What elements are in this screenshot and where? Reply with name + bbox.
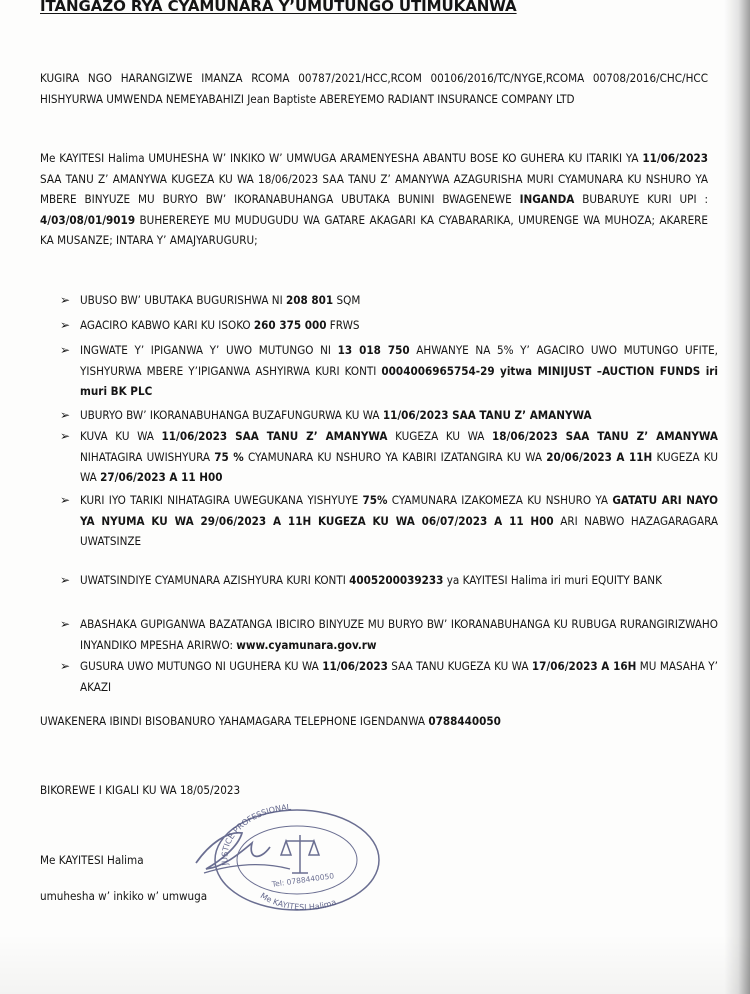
opening-date: 11/06/2023 SAA TANU Z’ AMANYWA bbox=[382, 408, 592, 422]
list-item: ➢ KUVA KU WA 11/06/2023 SAA TANU Z’ AMANYWA KUGEZA KU WA 18/06/2023 SAA TANU Z’ AMANYWA NIHATAGIRA UWISHYURA 75 % CYAMUNARA KU NSHURO YA KABIRI IZATANGIRA KU WA 20/06/2023 A 11H KUGEZA KU WA 27/06/2023 A 11 H00 bbox=[80, 426, 718, 488]
official-stamp-icon bbox=[190, 803, 395, 918]
list-item: ➢ UBURYO BW’ IKORANABUHANGA BUZAFUNGURWA KU WA 11/06/2023 SAA TANU Z’ AMANYWA bbox=[80, 405, 718, 426]
document-title: ITANGAZO RYA CYAMUNARA Y’UMUTUNGO UTIMUKANWA bbox=[40, 0, 517, 15]
upi-number: 4/03/08/01/9019 bbox=[40, 212, 136, 227]
page-bottom-shade bbox=[0, 934, 750, 994]
list-item: ➢ AGACIRO KABWO KARI KU ISOKO 260 375 000 FRWS bbox=[80, 315, 718, 336]
land-use-label: INGANDA bbox=[519, 192, 575, 207]
land-area-value: 208 801 bbox=[285, 293, 334, 307]
guarantee-value: 13 018 750 bbox=[337, 343, 410, 357]
auction-start-date: 11/06/2023 bbox=[642, 151, 708, 165]
arrow-bullet-icon: ➢ bbox=[60, 659, 71, 673]
intro-paragraph: KUGIRA NGO HARANGIZWE IMANZA RCOMA 00787/2021/HCC,RCOM 00106/2016/TC/NYGE,RCOMA 00708/2016/CHC/HCC HISHYURWA UMWENDA NEMEYABAHIZI Jean Baptiste ABEREYEMO RADIANT INSURANCE COMPANY LTD bbox=[40, 71, 708, 106]
signed-place-date: BIKOREWE I KIGALI KU WA 18/05/2023 bbox=[40, 783, 241, 797]
auction-website: www.cyamunara.gov.rw bbox=[236, 637, 377, 652]
page-edge-shadow bbox=[724, 0, 750, 994]
announcement-text-4: BUHEREREYE MU MUDUGUDU WA GATARE AKAGARI KA CYABARARIKA, UMURENGE WA MUHOZA; AKARERE KA MUSANZE; INTARA Y’ AMAJYARUGURU; bbox=[40, 212, 708, 248]
arrow-bullet-icon: ➢ bbox=[60, 573, 71, 587]
guarantee-account: 0004006965754-29 yitwa MINIJUST –AUCTION FUNDS iri muri BK PLC bbox=[80, 363, 719, 399]
signer-role: umuhesha w’ inkiko w’ umwuga bbox=[40, 889, 208, 903]
list-item: ➢ UBUSO BW’ UBUTAKA BUGURISHWA NI 208 801 SQM bbox=[80, 290, 718, 311]
stamp-top-text: JUSTICE PROFESSIONAL bbox=[220, 803, 292, 867]
contact-phone: 0788440050 bbox=[428, 714, 501, 728]
arrow-bullet-icon: ➢ bbox=[60, 293, 71, 307]
arrow-bullet-icon: ➢ bbox=[60, 318, 71, 332]
announcement-text-3: BUBARUYE KURI UPI : bbox=[574, 192, 708, 207]
announcement-paragraph bbox=[40, 148, 708, 251]
arrow-bullet-icon: ➢ bbox=[60, 493, 71, 507]
stamp-bottom-text: Me KAYITESI Halima bbox=[258, 891, 338, 912]
announcement-text-2: SAA TANU Z’ AMANYWA KUGEZA KU WA 18/06/2023 SAA TANU Z’ AMANYWA AZAGURISHA MURI CYAMUNARA KU NSHURO YA MBERE BINYUZE MU BURYO BW’ IKORANABUHANGA UBUTAKA BUNINI BWAGENEWE bbox=[40, 171, 708, 207]
contact-line: UWAKENERA IBINDI BISOBANURO YAHAMAGARA TELEPHONE IGENDANWA 0788440050 bbox=[40, 714, 501, 728]
stamp-tel: Tel: 0788440050 bbox=[271, 871, 335, 889]
list-item: ➢ GUSURA UWO MUTUNGO NI UGUHERA KU WA 11/06/2023 SAA TANU KUGEZA KU WA 17/06/2023 A 16H MU MASAHA Y’ AKAZI bbox=[80, 656, 718, 697]
list-item: ➢ ABASHAKA GUPIGANWA BAZATANGA IBICIRO BINYUZE MU BURYO BW’ IKORANABUHANGA KU RUBUGA RURANGIRIZWAHO INYANDIKO MPESHA ARIRWO: www.cyamunara.gov.rw bbox=[80, 614, 718, 655]
market-value: 260 375 000 bbox=[253, 318, 327, 332]
arrow-bullet-icon: ➢ bbox=[60, 408, 71, 422]
signer-name: Me KAYITESI Halima bbox=[40, 853, 144, 867]
arrow-bullet-icon: ➢ bbox=[60, 343, 71, 357]
arrow-bullet-icon: ➢ bbox=[60, 429, 71, 443]
list-item: ➢ KURI IYO TARIKI NIHATAGIRA UWEGUKANA YISHYUYE 75% CYAMUNARA IZAKOMEZA KU NSHURO YA GATATU ARI NAYO YA NYUMA KU WA 29/06/2023 A 11H KUGEZA KU WA 06/07/2023 A 11 H00 ARI NABWO HAZAGARAGARA UWATSINZE bbox=[80, 490, 718, 552]
list-item: ➢ INGWATE Y’ IPIGANWA Y’ UWO MUTUNGO NI 13 018 750 AHWANYE NA 5% Y’ AGACIRO UWO MUTUNGO UFITE, YISHYURWA MBERE Y’IPIGANWA ASHYIRWA KURI KONTI 0004006965754-29 yitwa MINIJUST –AUCTION FUNDS iri muri BK PLC bbox=[80, 340, 718, 402]
payment-account: 4005200039233 bbox=[349, 573, 444, 587]
list-item: ➢ UWATSINDIYE CYAMUNARA AZISHYURA KURI KONTI 4005200039233 ya KAYITESI Halima iri muri EQUITY BANK bbox=[80, 570, 718, 591]
arrow-bullet-icon: ➢ bbox=[60, 617, 71, 631]
announcement-text-1: Me KAYITESI Halima UMUHESHA W’ INKIKO W’ UMWUGA ARAMENYESHA ABANTU BOSE KO GUHERA KU ITARIKI YA bbox=[40, 151, 643, 165]
